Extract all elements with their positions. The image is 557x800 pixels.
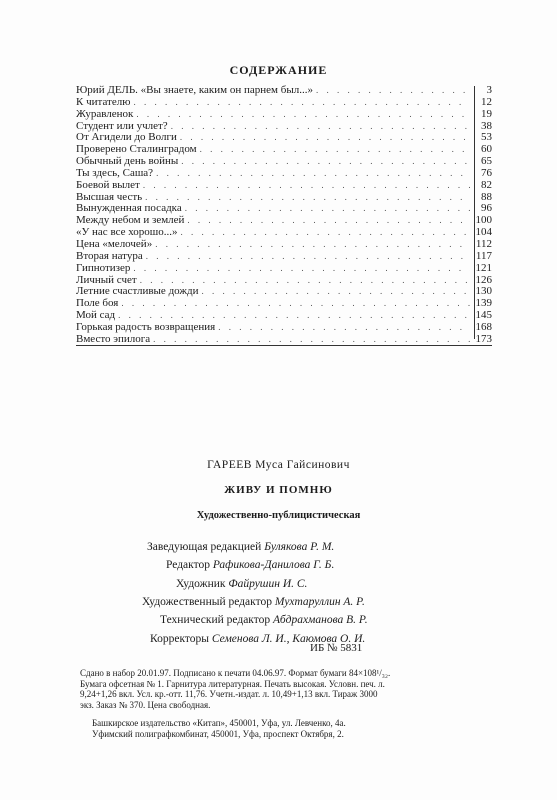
credit-name: Мухтаруллин А. Р.: [274, 595, 365, 608]
credit-line: [176, 578, 307, 590]
book-title: ЖИВУ И ПОМНЮ: [224, 484, 333, 496]
dot-leader: [155, 239, 470, 251]
toc-entry-title: Высшая честь: [76, 190, 143, 203]
dot-leader: [181, 156, 470, 168]
toc-entry: [76, 251, 492, 263]
dot-leader: [218, 322, 470, 334]
toc-entry-title: Цена «мелочей»: [76, 237, 153, 250]
toc-entry-title: Между небом и землей: [76, 214, 185, 227]
publisher-line: Уфимский полиграфкомбинат, 450001, Уфа, проспект Октября, 2.: [92, 728, 344, 739]
toc-entry-page: 112: [475, 237, 492, 250]
credit-name: Булякова Р. М.: [264, 541, 335, 553]
toc-entry-title: Юрий ДЕЛЬ. «Вы знаете, каким он парнем был...»: [76, 84, 313, 96]
dot-leader: [133, 97, 470, 109]
toc-entry-title: Боевой вылет: [76, 178, 140, 191]
toc-page-column-divider: [474, 86, 475, 339]
author-name: ГАРЕЕВ Муса Гайсинович: [207, 459, 350, 471]
toc-entry: [76, 109, 492, 121]
toc-entry: [76, 97, 492, 109]
toc-entry: [76, 298, 492, 310]
toc-entry-title: Поле боя: [76, 297, 119, 310]
toc-entry-page: 76: [481, 166, 492, 179]
credit-role: Заведующая редакцией: [147, 541, 265, 553]
toc-entry-page: 19: [481, 107, 492, 120]
toc-entry-page: 117: [475, 249, 492, 262]
dot-leader: [153, 334, 470, 346]
toc-entry-page: 53: [481, 131, 492, 144]
dot-leader: [180, 132, 470, 144]
imprint-line: Сдано в набор 20.01.97. Подписано к печати 04.06.97. Формат бумаги 84×108¹/₃₂.: [80, 668, 391, 678]
dot-leader: [181, 227, 470, 239]
toc-entry-page: 145: [475, 309, 492, 322]
credit-role: Технический редактор: [160, 614, 273, 627]
toc-entry-page: 88: [481, 190, 492, 203]
credit-line: [142, 596, 365, 608]
dot-leader: [121, 298, 470, 310]
toc-entry-title: Обычный день войны: [76, 155, 179, 168]
credit-line: [166, 559, 334, 571]
credit-role: Редактор: [166, 559, 213, 572]
toc-entry-title: Ты здесь, Саша?: [76, 166, 154, 179]
credit-name: Файрушин И. С.: [228, 577, 308, 590]
toc-entry-page: 38: [481, 119, 492, 132]
toc-entry-title: Личный счет: [76, 273, 137, 286]
toc-entry-page: 130: [475, 285, 492, 298]
credit-name: Рафикова-Данилова Г. Б.: [212, 559, 335, 572]
dot-leader: [156, 168, 470, 180]
toc-entry-title: Журавленок: [76, 107, 134, 120]
imprint-line: 9,24+1,26 вкл. Усл. кр.-отт. 11,76. Учетн.-издат. л. 10,49+1,13 вкл. Тираж 3000: [80, 689, 378, 699]
toc-entry-page: 12: [481, 95, 492, 108]
toc-entry: [76, 168, 492, 180]
toc-entry-page: 104: [475, 226, 492, 239]
dot-leader: [187, 215, 470, 227]
dot-leader: [201, 286, 470, 298]
toc-entry: [76, 322, 492, 334]
imprint-line: экз. Заказ № 370. Цена свободная.: [80, 699, 211, 710]
imprint-line: Бумага офсетная № 1. Гарнитура литературная. Печать высокая. Условн. печ. л.: [80, 678, 385, 689]
toc-entry-title: Проверено Сталинградом: [76, 143, 197, 156]
toc-title: СОДЕРЖАНИЕ: [229, 63, 328, 77]
toc-entry: [76, 180, 492, 192]
toc-entry-title: Мой сад: [76, 309, 116, 322]
dot-leader: [145, 192, 470, 204]
dot-leader: [316, 85, 470, 97]
toc-entry-title: К читателю: [76, 95, 131, 108]
toc-entry-title: «У нас все хорошо...»: [76, 226, 178, 239]
credit-line: [147, 541, 334, 553]
credit-line: [160, 614, 368, 626]
toc-entry-title: От Агидели до Волги: [76, 131, 177, 144]
toc-entry-page: 96: [481, 202, 492, 215]
dot-leader: [200, 144, 470, 156]
toc-entry-page: 60: [481, 143, 492, 156]
toc-entry-title: Вынужденная посадка: [76, 202, 182, 215]
toc-entry-page: 126: [475, 273, 492, 286]
toc-entry-page: 65: [481, 155, 492, 168]
toc-entry-title: Гипнотизер: [76, 261, 131, 274]
toc-entry: [76, 85, 492, 97]
toc-entry-page: 100: [475, 214, 492, 227]
dot-leader: [133, 263, 470, 275]
toc-entry-page: 168: [475, 320, 492, 333]
dot-leader: [171, 121, 470, 133]
toc-entry-title: Студент или учлет?: [76, 119, 168, 132]
toc-entry-page: 173: [475, 332, 492, 345]
toc-entry-title: Летние счастливые дожди: [76, 285, 199, 298]
credit-name: Абдрахманова В. Р.: [273, 614, 368, 627]
toc-entry-page: 139: [475, 297, 492, 310]
toc-entry-title: Горькая радость возвращения: [76, 320, 216, 333]
toc-entry-title: Вторая натура: [76, 249, 143, 262]
dot-leader: [185, 203, 470, 215]
toc-entry: [76, 263, 492, 275]
publisher-line: Башкирское издательство «Китап», 450001, Уфа, ул. Левченко, 4а.: [92, 718, 346, 728]
credit-role: Художник: [176, 577, 229, 590]
dot-leader: [146, 251, 470, 263]
genre-label: Художественно-публицистическая: [196, 510, 361, 521]
credit-role: Корректоры: [150, 632, 212, 645]
dot-leader: [143, 180, 470, 192]
toc-entry-page: 3: [486, 84, 492, 96]
ib-number: ИБ № 5831: [310, 642, 363, 654]
toc-bottom-rule: [76, 345, 492, 346]
toc-entry-title: Вместо эпилога: [76, 332, 151, 345]
table-of-contents: [76, 85, 492, 346]
credit-role: Художественный редактор: [142, 595, 275, 608]
toc-entry-page: 121: [475, 261, 492, 274]
toc-entry: [76, 286, 492, 298]
toc-entry-page: 82: [481, 178, 492, 191]
dot-leader: [136, 109, 470, 121]
toc-entry: [76, 334, 492, 346]
credit-name: Семенова Л. И., Каюмова О. И.: [211, 632, 366, 645]
